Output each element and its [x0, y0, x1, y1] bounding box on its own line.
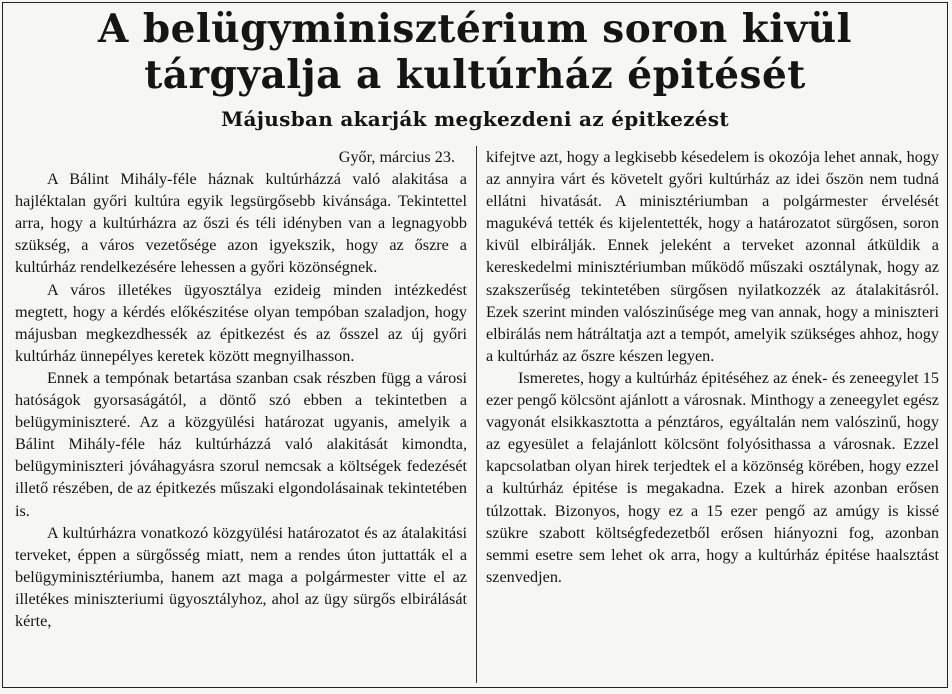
column-divider — [476, 146, 477, 683]
newspaper-clipping — [2, 2, 948, 688]
right-column — [486, 146, 939, 588]
dateline: Győr, március 23. — [338, 148, 455, 166]
headline-line-2: tárgyalja a kultúrház épitését — [144, 52, 806, 98]
paragraph: A város illetékes ügyosztálya ezideig minden intézkedést megtett, hogy a kérdés előkészitése olyan tempóban szaladjon, hogy májusban megkezdhessék az épitkezést és az ősszel az új győri kultúrház ünnepélyes keretek között megnyilhasson. — [15, 280, 467, 365]
paragraph: A Bálint Mihály-féle háznak kultúrházzá való alakitása a hajléktalan győri kultúra egyik legsürgősebb kivánsága. Tekintettel arra, hogy a kultúrházra az őszi és téli idényben van a legnagyobb szükség, a város vezetősége azon igyekszik, hogy az őszre a kultúrház rendelkezésére lehessen a győri közönségnek. — [15, 170, 467, 277]
paragraph: kifejtve azt, hogy a legkisebb késedelem is okozója lehet annak, hogy az annyira várt és követelt győri kultúrház az idei őszön nem tudná ellátni hivatását. A minisztériumban a polgármester érvelését magukévá tették és kijelentették, hogy a határozatot sürgősen, soron kivül elbirálják. Ennek jeleként a terveket azonnal átküldik a kereskedelmi minisztériumban működő műszaki osztálynak, hogy az szakszerűség tekintetében sürgősen nyilatkozzék az átalakitásról. Ezek szerint minden valószinűsége meg van annak, hogy a miniszteri elbirálás nem hátráltatja azt a tempót, amelyik szükséges ahhoz, hogy a kultúrház az őszre készen legyen. — [486, 148, 939, 365]
paragraph: Ennek a tempónak betartása szanban csak részben függ a városi hatóságok gyorsaságától, a döntő szó ebben a tekintetben a belügyminiszteré. Az a közgyülési határozat ugyanis, amelyik a Bálint Mihály-féle ház kultúrházzá való alakitását kimondta, belügyminiszteri jóváhagyásra szorul nemcsak a költségek fedezését illető részében, de az épitkezés műszaki elgondolásainak tekintetében is. — [15, 368, 467, 520]
paragraph: Ismeretes, hogy a kultúrház épitéséhez az ének- és zeneegylet 15 ezer pengő kölcsönt ajánlott a városnak. Minthogy a zeneegylet egész vagyonát elsikkasztotta a pénztáros, egyáltalán nem valószinű, hogy az egyesület a felajánlott kölcsönt folyósithassa a városnak. Ezzel kapcsolatban olyan hirek terjedtek el a közönség körében, hogy ezzel a kultúrház épitése is megakadna. Ezek a hirek azonban erősen túlzottak. Bizonyos, hogy ez a 15 ezer pengő az amúgy is kissé szükre szabott költségfedezetből erősen hiányozni fog, azonban semmi esetre sem lehet ok arra, hogy a kultúrház épitése haalsztást szenvedjen. — [486, 368, 939, 586]
subheadline: Májusban akarják megkezdeni az épitkezést — [221, 107, 729, 131]
paragraph: A kultúrházra vonatkozó közgyülési határozatot és az átalakitási terveket, éppen a sürgősség miatt, nem a rendes úton juttatták el a belügyminisztériumba, hanem azt maga a polgármester vitte el az illetékes miniszteriumi ügyosztályhoz, ahol az ügy sürgős elbirálását kérte, — [15, 523, 467, 630]
headline-line-1: A belügyminisztérium soron kivül — [98, 6, 852, 52]
left-column — [15, 146, 467, 632]
